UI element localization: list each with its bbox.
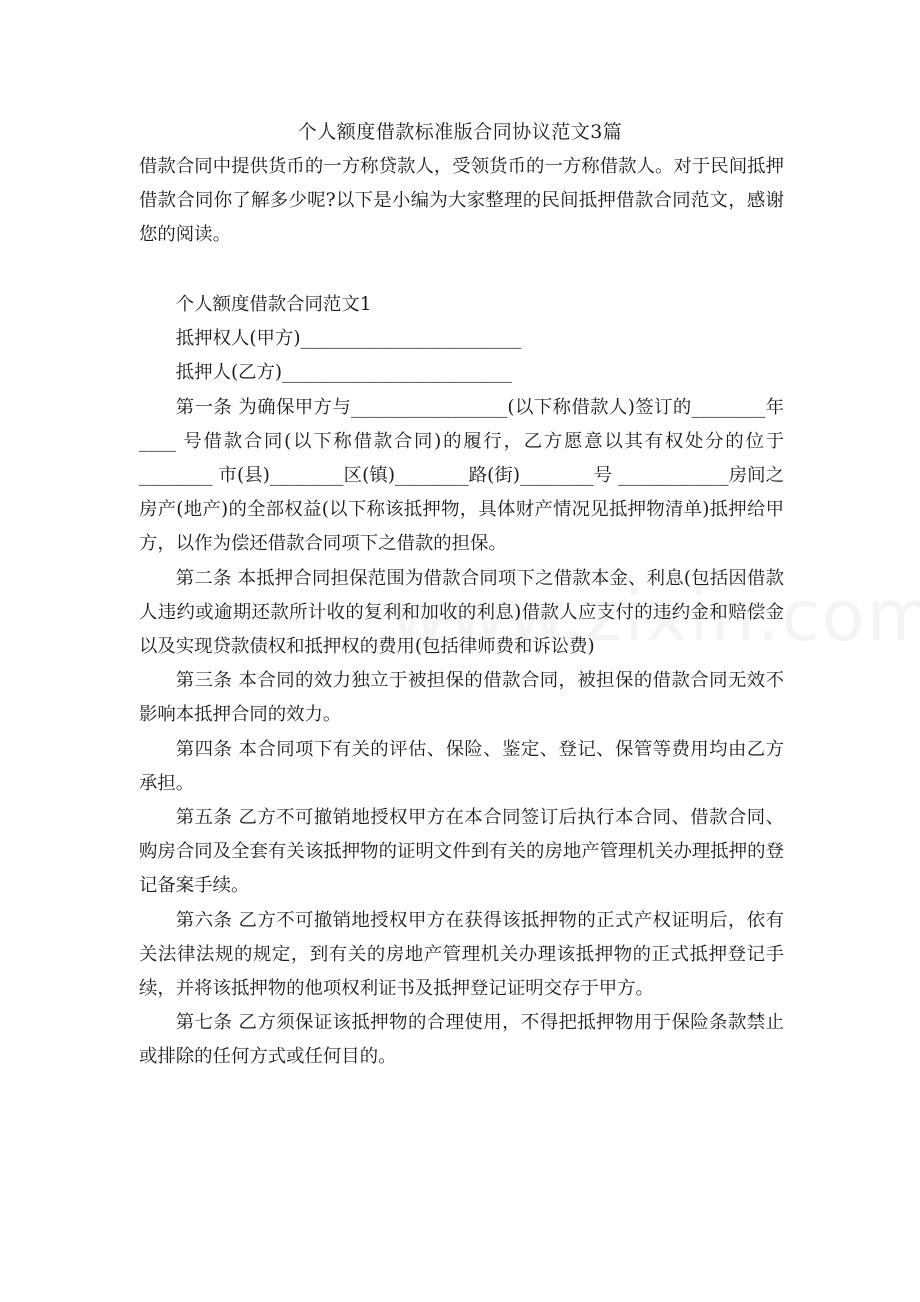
clause-6: 第六条 乙方不可撤销地授权甲方在获得该抵押物的正式产权证明后，依有关法律法规的规定，到有关的房地产管理机关办理该抵押物的正式抵押登记手续，并将该抵押物的他项权利证书及抵押登记证明交存于甲方。 xyxy=(139,909,784,1000)
clause-2: 第二条 本抵押合同担保范围为借款合同项下之借款本金、利息(包括因借款人违约或逾期还款所计收的复利和加收的利息)借款人应支付的违约金和赔偿金以及实现贷款债权和抵押权的费用(包括律师费和诉讼费) xyxy=(139,567,784,658)
clause-5: 第五条 乙方不可撤销地授权甲方在本合同签订后执行本合同、借款合同、购房合同及全套有关该抵押物的证明文件到有关的房地产管理机关办理抵押的登记备案手续。 xyxy=(139,807,784,897)
intro-paragraph: 借款合同中提供货币的一方称贷款人，受领货币的一方称借款人。对于民间抵押借款合同你了解多少呢?以下是小编为大家整理的民间抵押借款合同范文，感谢您的阅读。 xyxy=(139,156,784,246)
intro-block xyxy=(139,150,784,253)
contract-body xyxy=(139,288,784,1075)
document-title: 个人额度借款标准版合同协议范文3篇 xyxy=(297,121,623,143)
clause-7: 第七条 乙方须保证该抵押物的合理使用，不得把抵押物用于保险条款禁止或排除的任何方式或任何目的。 xyxy=(139,1012,784,1068)
party-a-line: 抵押权人(甲方)________________________ xyxy=(175,328,522,350)
clause-4: 第四条 本合同项下有关的评估、保险、鉴定、登记、保管等费用均由乙方承担。 xyxy=(139,738,784,794)
clause-3: 第三条 本合同的效力独立于被担保的借款合同，被担保的借款合同无效不影响本抵押合同的效力。 xyxy=(139,670,784,726)
section-title: 个人额度借款合同范文1 xyxy=(175,294,372,315)
party-b-line: 抵押人(乙方)_________________________ xyxy=(175,362,512,384)
clause-1: 第一条 为确保甲方与_________________(以下称借款人)签订的________年____ 号借款合同(以下称借款合同)的履行，乙方愿意以其有权处分的位于________ 市(县)________区(镇)________路(街)________号 ____________房间之房产(地产)的全部权益(以下称该抵押物，具体财产情况见抵押物清单)抵押给甲方，以作为偿还借款合同项下之借款的担保。 xyxy=(139,396,784,555)
